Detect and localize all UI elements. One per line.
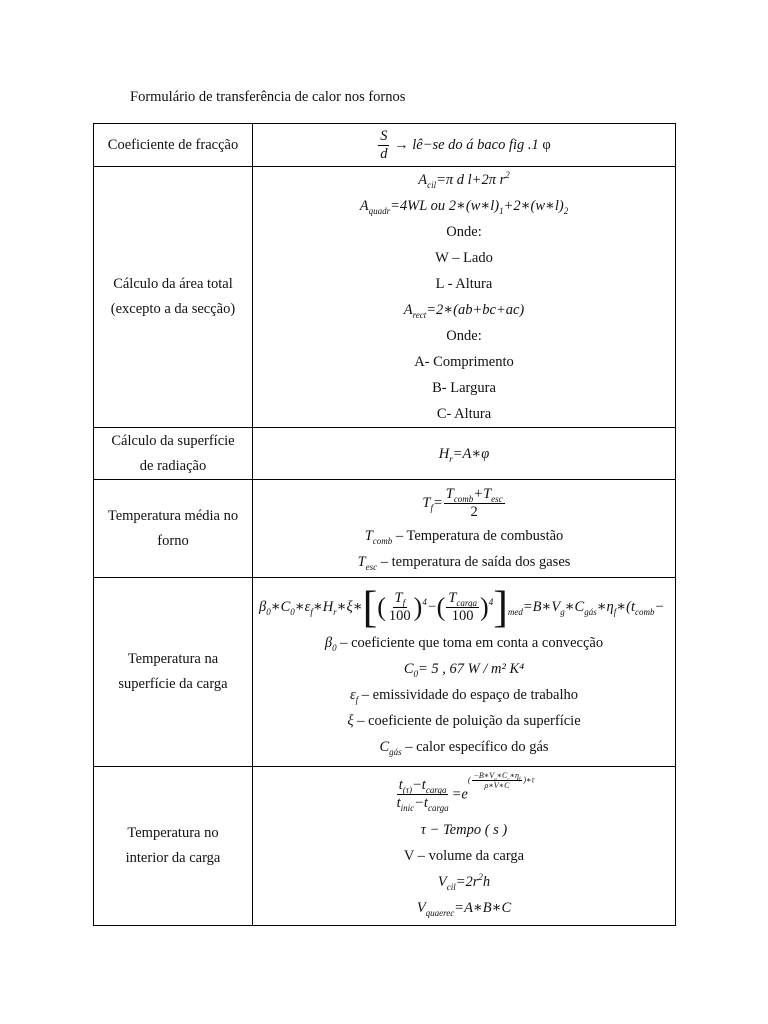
row-label: Temperatura média no forno — [94, 480, 253, 578]
formula-cell — [253, 578, 676, 767]
variable-definition: $\varepsilon_f$ – emissividade do espaço de trabalho — [349, 687, 579, 705]
variable-definition: B- Largura — [432, 380, 496, 396]
variable-definition: $T_{comb}$ – Temperatura de combustão — [364, 527, 564, 546]
variable-definition: $T_{esc}$ – temperatura de saída dos gases — [357, 553, 571, 572]
row-label: Cálculo da área total (excepto a da secção) — [94, 167, 253, 428]
formula-cell — [253, 480, 676, 578]
variable-definition: C- Altura — [436, 406, 492, 422]
rectangular-volume-formula: $V_{quaerec}=A∗B∗C$ — [416, 900, 512, 919]
formula-table — [93, 123, 676, 926]
where-label: Onde: — [446, 328, 482, 344]
interior-temperature-formula: $\frac{t_{(\tau)}-t_{carga}}{t_{inic}-t_{carga}}$ =e( $\frac{-B∗V_g∗C_c∗\eta_f}{\rho∗V∗C}$ )∗τ — [396, 770, 535, 814]
page-title: Formulário de transferência de calor nos fornos — [130, 89, 406, 105]
cylinder-area-formula: $A_{cil}=\pi$ d l+2π $r^2$ — [418, 170, 510, 190]
table-row — [94, 428, 676, 480]
variable-definition: $\beta_0$ – coeficiente que toma em conta a convecção — [324, 635, 604, 653]
rectangle-area-formula: $A_{rect}=2∗(ab+bc+ac)$ — [403, 302, 525, 320]
formula-cell — [253, 767, 676, 926]
table-row — [94, 578, 676, 767]
mean-temperature-formula: $T_f=$ $\frac{T_{comb}+T_{esc}}{2}$ — [422, 485, 503, 520]
formula-cell — [253, 124, 676, 167]
friction-formula: $\frac{S}{d}$ → lê−se do á baco fig .1 φ — [380, 127, 551, 162]
table-row — [94, 480, 676, 578]
row-label: Temperatura no interior da carga — [94, 767, 253, 926]
variable-definition: $C_{gás}$ – calor específico do gás — [379, 739, 549, 757]
formula-cell — [253, 167, 676, 428]
surface-temperature-formula: $\beta_0∗C_0∗\varepsilon_f∗H_r∗\xi∗$[( $\frac{T_f}{100}$ )$^4$−( $\frac{T_{carga}}{100}$ )$^4]_{med}=B∗V_g∗C_{gás}∗\eta_f∗(t_{comb}-$ — [259, 582, 665, 632]
variable-definition: τ − Tempo ( s ) — [420, 822, 508, 839]
table-row — [94, 767, 676, 926]
formula-cell — [253, 428, 676, 480]
variable-definition: V – volume da carga — [403, 848, 525, 865]
where-label: Onde: — [446, 224, 482, 240]
variable-definition: ξ – coeficiente de poluição da superfície — [347, 713, 581, 729]
variable-definition: A- Comprimento — [414, 354, 514, 370]
cylinder-volume-formula: $V_{cil}=2r^2h$ — [437, 872, 491, 893]
square-area-formula: $A_{quadr}=4WL$ ou $2∗(w∗l)_1+2∗(w∗l)_2$ — [359, 198, 569, 216]
table-row — [94, 124, 676, 167]
radiation-surface-formula: $H_r=A∗\varphi$ — [438, 445, 490, 464]
variable-definition: L - Altura — [435, 276, 493, 292]
table-row — [94, 167, 676, 428]
row-label: Coeficiente de fracção — [94, 124, 253, 167]
row-label: Temperatura na superfície da carga — [94, 578, 253, 767]
variable-definition: W – Lado — [435, 250, 493, 266]
row-label: Cálculo da superfície de radiação — [94, 428, 253, 480]
variable-definition: $C_0= 5$ , 67 W / m² K⁴ — [403, 661, 525, 679]
